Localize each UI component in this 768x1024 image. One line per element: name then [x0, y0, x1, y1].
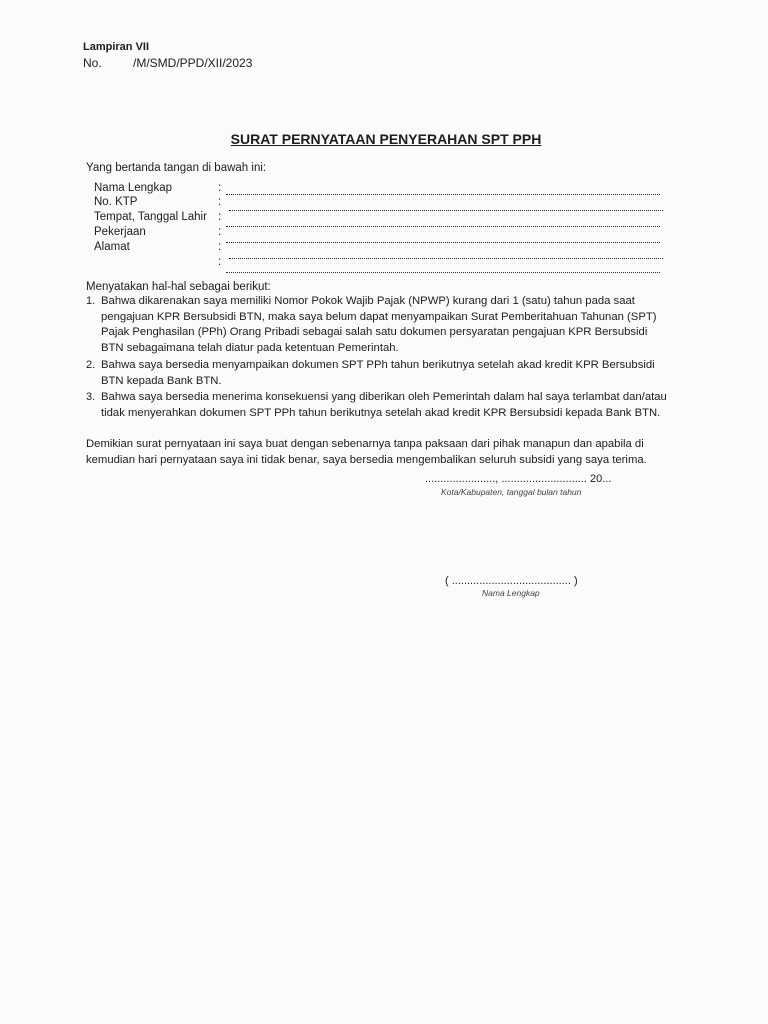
field-colon: : [218, 226, 222, 238]
statement-item-2: Bahwa saya bersedia menyampaikan dokumen SPT PPh tahun berikutnya setelah akad kredit KPR Bersubsidi BTN kepada Bank BTN. [101, 359, 655, 387]
date-place-caption: Kota/Kabupaten, tanggal bulan tahun [441, 487, 582, 497]
address-fill-line-1[interactable] [229, 258, 663, 259]
field-label-birth: Tempat, Tanggal Lahir [94, 211, 207, 223]
field-colon: : [218, 211, 222, 223]
item-number: 1. [86, 295, 96, 307]
document-title: SURAT PERNYATAAN PENYERAHAN SPT PPH [230, 131, 542, 147]
field-label-name: Nama Lengkap [94, 182, 172, 194]
closing-paragraph: Demikian surat pernyataan ini saya buat dengan sebenarnya tanpa paksaan dari pihak manapun dan apabila di kemudian hari pernyataan saya ini tidak benar, saya bersedia mengembalikan seluruh subsidi yang saya terima. [86, 438, 647, 466]
attachment-label: Lampiran VII [83, 41, 150, 53]
statement-item-3: Bahwa saya bersedia menerima konsekuensi yang diberikan oleh Pemerintah dalam hal saya terlambat dan/atau tidak menyerahkan dokumen SPT PPh tahun berikutnya setelah akad kredit KPR Bersubsidi kepada Bank BTN. [101, 391, 667, 419]
item-number: 3. [86, 391, 96, 403]
address-fill-line-2[interactable] [226, 272, 660, 273]
signature-name-line[interactable]: ( ....................................... ) [445, 575, 578, 587]
job-fill-line[interactable] [226, 242, 660, 243]
field-colon: : [218, 182, 222, 194]
signature-caption: Nama Lengkap [482, 588, 540, 598]
ktp-fill-line[interactable] [229, 210, 663, 211]
number-label: No. [83, 56, 102, 70]
name-fill-line[interactable] [226, 194, 660, 195]
field-label-address: Alamat [94, 241, 130, 253]
birth-fill-line[interactable] [226, 226, 660, 227]
field-colon: : [218, 241, 222, 253]
field-label-job: Pekerjaan [94, 226, 146, 238]
date-place-line[interactable]: ......................., ............................ 20... [425, 473, 612, 485]
statement-item-1: Bahwa dikarenakan saya memiliki Nomor Pokok Wajib Pajak (NPWP) kurang dari 1 (satu) tahun pada saat pengajuan KPR Bersubsidi BTN, maka saya belum dapat menyampaikan Surat Pemberitahuan Tahunan (SPT) Pajak Penghasilan (PPh) Orang Pribadi sebagai salah satu dokumen persyaratan pengajuan KPR Bersubsidi BTN sebagaimana telah diatur pada ketentuan Pemerintah. [101, 295, 657, 354]
item-number: 2. [86, 359, 96, 371]
number-value: /M/SMD/PPD/XII/2023 [133, 56, 253, 70]
intro-text: Yang bertanda tangan di bawah ini: [86, 162, 267, 174]
statement-intro: Menyatakan hal-hal sebagai berikut: [86, 281, 271, 293]
field-label-ktp: No. KTP [94, 196, 138, 208]
field-colon: : [218, 196, 222, 208]
field-colon: : [218, 256, 222, 268]
